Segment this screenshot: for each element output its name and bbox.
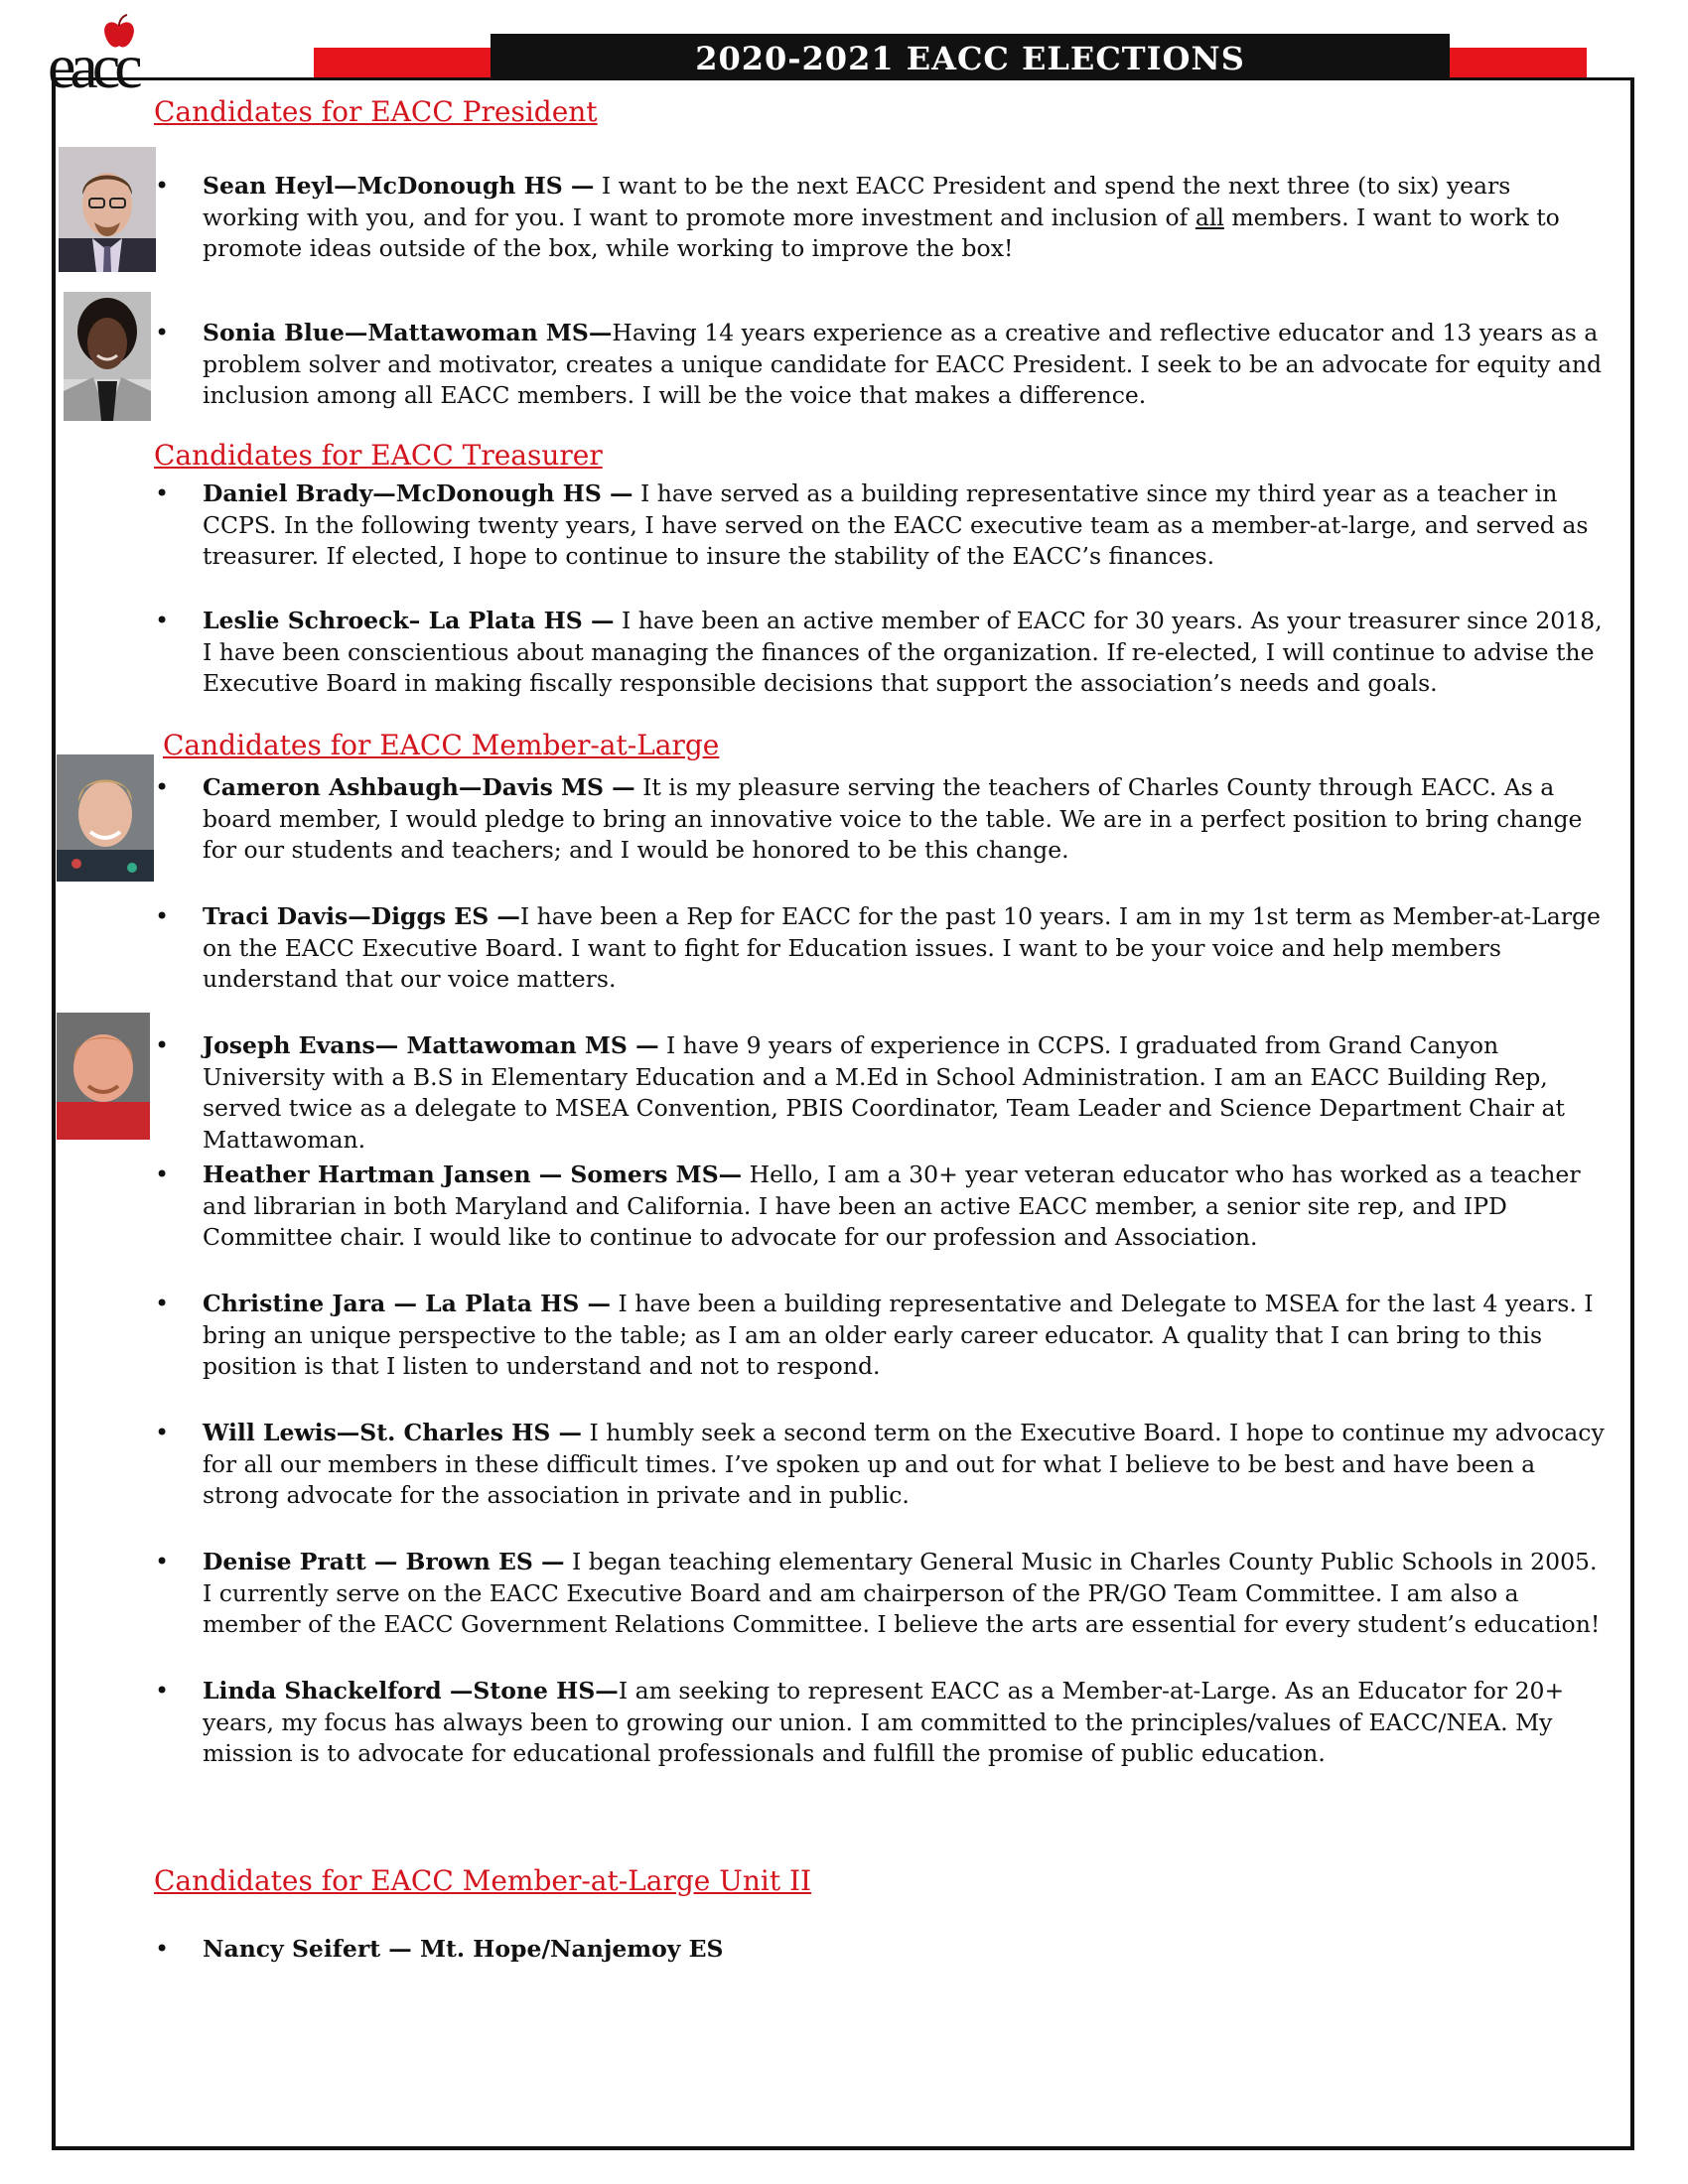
candidate-entry-joseph-evans [155, 1030, 1613, 1156]
candidate-entry-traci-davis [155, 901, 1613, 996]
candidate-entry-cameron-ashbaugh [155, 772, 1613, 867]
candidate-entry-heather-hartman-jansen [155, 1160, 1613, 1254]
candidate-entry-linda-shackelford [155, 1676, 1613, 1770]
candidate-name: Daniel Brady—McDonough HS — [203, 479, 633, 507]
section-heading-president: Candidates for EACC President [154, 95, 598, 128]
bullet: • [155, 902, 170, 930]
page-title: 2020-2021 EACC ELECTIONS [695, 40, 1245, 77]
candidate-statement: I have been a Rep for EACC for the past 10 years. I am in my 1st term as Member-at-Large on the EACC Executive Board. I want to fight for Education issues. I want to be your voice and help members understand that our voice matters. [203, 902, 1601, 993]
candidate-name: Linda Shackelford —Stone HS— [203, 1677, 619, 1705]
bullet: • [155, 1031, 170, 1059]
candidate-name: Nancy Seifert — Mt. Hope/Nanjemoy ES [203, 1935, 724, 1963]
candidate-photo-sonia-blue [64, 292, 151, 421]
candidate-name: Leslie Schroeck– La Plata HS — [203, 607, 615, 634]
candidate-entry-leslie-schroeck [155, 606, 1613, 700]
candidate-statement-emphasis: all [1195, 203, 1224, 231]
candidate-entry-daniel-brady [155, 478, 1613, 573]
candidate-statement: I have 9 years of experience in CCPS. I graduated from Grand Canyon University with a B.S in Elementary Education and a M.Ed in School Administration. I am an EACC Building Rep, served twice as a delegate to MSEA Convention, PBIS Coordinator, Team Leader and Science Department Chair at Mattawoman. [203, 1031, 1565, 1154]
candidate-name: Cameron Ashbaugh—Davis MS — [203, 773, 635, 801]
candidate-entry-sonia-blue [155, 318, 1613, 412]
candidate-name: Sonia Blue—Mattawoman MS— [203, 319, 613, 346]
bullet: • [155, 1160, 170, 1188]
candidate-statement: I humbly seek a second term on the Executive Board. I hope to continue my advocacy for all our members in these difficult times. I’ve spoken up and out for what I believe to be best and have been a strong advocate for the association in private and in public. [203, 1419, 1605, 1509]
candidate-statement: I have served as a building representative since my third year as a teacher in CCPS. In the following twenty years, I have served on the EACC executive team as a member-at-large, and served as treasurer. If elected, I hope to continue to insure the stability of the EACC’s finances. [203, 479, 1589, 570]
logo-wordmark: eacc [48, 31, 137, 101]
candidate-name: Denise Pratt — Brown ES — [203, 1548, 565, 1575]
banner-red-right [1450, 48, 1587, 77]
bullet: • [155, 1935, 170, 1963]
candidate-name: Joseph Evans— Mattawoman MS — [203, 1031, 659, 1059]
candidate-statement: Having 14 years experience as a creative and reflective educator and 13 years as a problem solver and motivator, creates a unique candidate for EACC President. I seek to be an advocate for equity and inclusion among all EACC members. I will be the voice that makes a difference. [203, 319, 1603, 409]
bullet: • [155, 1290, 170, 1317]
candidate-photo-sean-heyl [59, 147, 156, 272]
candidate-entry-denise-pratt [155, 1547, 1613, 1641]
candidate-name: Heather Hartman Jansen — Somers MS— [203, 1160, 743, 1188]
bullet: • [155, 319, 170, 346]
bullet: • [155, 1419, 170, 1446]
candidate-entry-sean-heyl [155, 171, 1613, 265]
candidate-statement: Hello, I am a 30+ year veteran educator who has worked as a teacher and librarian in both Maryland and California. I have been an active EACC member, a senior site rep, and IPD Committee chair. I would like to continue to advocate for our profession and Association. [203, 1160, 1581, 1251]
candidate-name: Sean Heyl—McDonough HS — [203, 172, 595, 200]
section-heading-treasurer: Candidates for EACC Treasurer [154, 439, 603, 472]
section-heading-member-at-large: Candidates for EACC Member-at-Large [163, 729, 720, 761]
bullet: • [155, 1548, 170, 1575]
candidate-entry-christine-jara [155, 1289, 1613, 1383]
candidate-photo-cameron-ashbaugh [57, 754, 154, 882]
candidate-statement: I want to be the next EACC President and spend the next three (to six) years working with you, and for you. I want to promote more investment and inclusion of [203, 172, 1511, 231]
header-banner [314, 34, 1587, 77]
bullet: • [155, 172, 170, 200]
candidate-statement: It is my pleasure serving the teachers of Charles County through EACC. As a board member, I would pledge to bring an innovative voice to the table. We are in a perfect position to bring change for our students and teachers; and I would be honored to be this change. [203, 773, 1583, 864]
bullet: • [155, 1677, 170, 1705]
candidate-statement: I have been a building representative and Delegate to MSEA for the last 4 years. I bring an unique perspective to the table; as I am an older early career educator. A quality that I can bring to this position is that I listen to understand and not to respond. [203, 1290, 1594, 1380]
candidate-entry-nancy-seifert [155, 1934, 1613, 1966]
candidate-statement: members. I want to work to promote ideas outside of the box, while working to improve the box! [203, 203, 1560, 262]
candidate-entry-will-lewis [155, 1418, 1613, 1512]
candidate-name: Traci Davis—Diggs ES — [203, 902, 520, 930]
candidate-statement: I am seeking to represent EACC as a Member-at-Large. As an Educator for 20+ years, my focus has always been to growing our union. I am committed to the principles/values of EACC/NEA. My mission is to advocate for educational professionals and fulfill the promise of public education. [203, 1677, 1565, 1767]
candidate-photo-joseph-evans [57, 1013, 150, 1140]
candidate-statement: I began teaching elementary General Music in Charles County Public Schools in 2005. I currently serve on the EACC Executive Board and am chairperson of the PR/GO Team Committee. I am also a member of the EACC Government Relations Committee. I believe the arts are essential for every student’s education! [203, 1548, 1601, 1638]
candidate-name: Christine Jara — La Plata HS — [203, 1290, 612, 1317]
candidate-name: Will Lewis—St. Charles HS — [203, 1419, 583, 1446]
section-heading-member-at-large-unit-ii: Candidates for EACC Member-at-Large Unit II [154, 1864, 812, 1897]
bullet: • [155, 773, 170, 801]
banner-red-left [314, 48, 491, 77]
candidate-statement: I have been an active member of EACC for 30 years. As your treasurer since 2018, I have been conscientious about managing the finances of the organization. If re-elected, I will continue to advise the Executive Board in making fiscally responsible decisions that support the association’s needs and goals. [203, 607, 1603, 697]
bullet: • [155, 607, 170, 634]
bullet: • [155, 479, 170, 507]
